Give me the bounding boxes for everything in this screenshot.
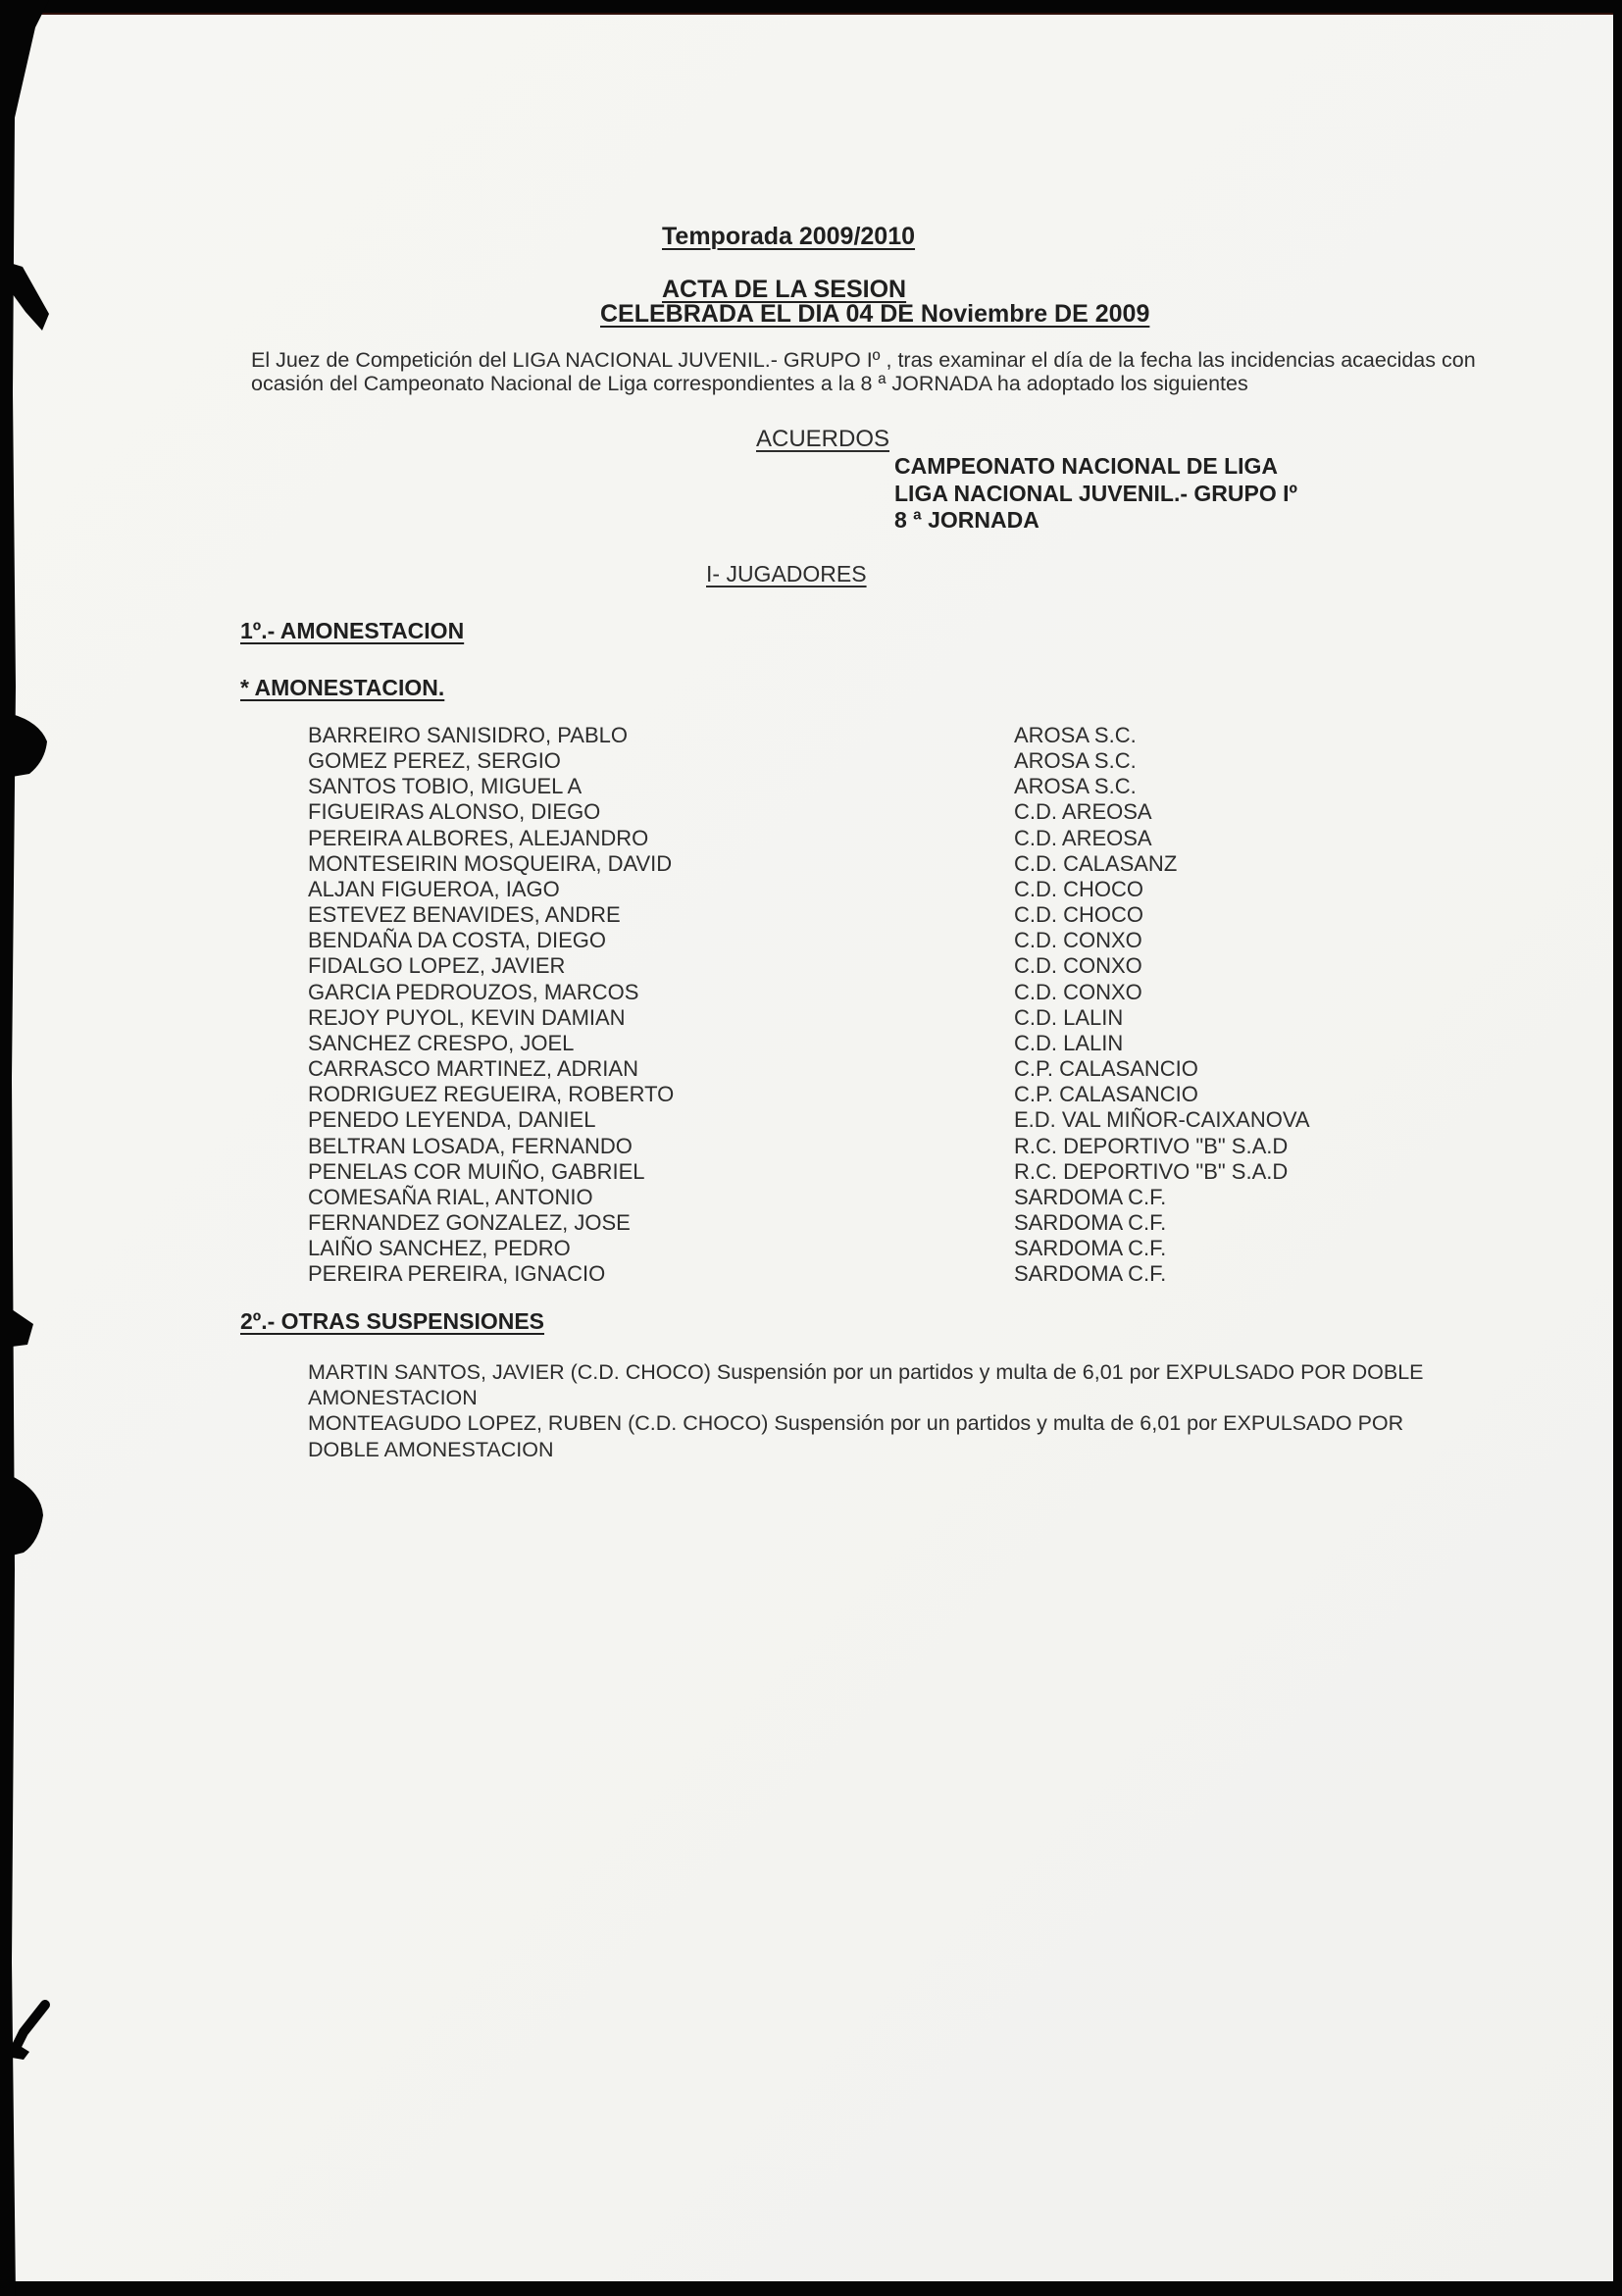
competition-line: LIGA NACIONAL JUVENIL.- GRUPO Iº [894,480,1297,506]
player-row [308,723,1310,748]
player-row [308,877,1310,902]
players-list [308,723,1310,1287]
player-name: FIDALGO LOPEZ, JAVIER [308,953,566,979]
player-row [308,1236,1310,1261]
amonestacion-heading: 1º.- AMONESTACION [240,618,465,643]
competition-block [894,453,1297,535]
player-name: ESTEVEZ BENAVIDES, ANDRE [308,902,621,928]
player-club: SARDOMA C.F. [1014,1209,1167,1235]
player-name: BENDAÑA DA COSTA, DIEGO [308,928,606,953]
competition-line: CAMPEONATO NACIONAL DE LIGA [894,453,1279,479]
player-name: SANTOS TOBIO, MIGUEL A [308,774,583,799]
player-row [308,799,1310,825]
intro-paragraph: El Juez de Competición del LIGA NACIONAL JUVENIL.- GRUPO Iº , tras examinar el día de la fecha las incidencias acaecidas con ocasión del Campeonato Nacional de Liga correspondientes a la 8 ª JORNADA ha adoptado los siguientes [251,348,1476,395]
player-name: PEREIRA PEREIRA, IGNACIO [308,1261,606,1287]
player-club: AROSA S.C. [1014,723,1137,747]
player-name: BELTRAN LOSADA, FERNANDO [308,1133,633,1158]
player-row [308,1031,1310,1056]
player-club: C.D. LALIN [1014,1030,1124,1055]
player-name: FIGUEIRAS ALONSO, DIEGO [308,799,601,825]
player-name: SANCHEZ CRESPO, JOEL [308,1030,575,1055]
player-row [308,851,1310,877]
player-row [308,826,1310,851]
player-club: SARDOMA C.F. [1014,1236,1167,1261]
player-club: C.D. CONXO [1014,979,1142,1004]
player-club: E.D. VAL MIÑOR-CAIXANOVA [1014,1107,1310,1133]
player-row [308,902,1310,928]
player-row [308,1082,1310,1107]
player-club: R.C. DEPORTIVO "B" S.A.D [1014,1133,1289,1158]
player-name: REJOY PUYOL, KEVIN DAMIAN [308,1004,626,1030]
section-jugadores-heading: I- JUGADORES [706,561,867,587]
season-title: Temporada 2009/2010 [662,223,916,250]
suspension-paragraph: MARTIN SANTOS, JAVIER (C.D. CHOCO) Suspensión por un partidos y multa de 6,01 por EXPULSADO POR DOBLE AMONESTACION [308,1360,1424,1410]
player-club: AROSA S.C. [1014,774,1137,799]
player-name: FERNANDEZ GONZALEZ, JOSE [308,1209,631,1235]
player-row [308,1159,1310,1185]
player-name: COMESAÑA RIAL, ANTONIO [308,1184,593,1209]
player-club: C.D. AREOSA [1014,825,1152,850]
player-club: C.P. CALASANCIO [1014,1082,1198,1107]
player-row [308,953,1310,979]
player-club: C.D. CALASANZ [1014,850,1178,876]
player-row [308,1056,1310,1082]
suspension-paragraph: MONTEAGUDO LOPEZ, RUBEN (C.D. CHOCO) Suspensión por un partidos y multa de 6,01 por EXPULSADO POR DOBLE AMONESTACION [308,1411,1404,1461]
scan-border-top [0,0,1622,15]
player-name: RODRIGUEZ REGUEIRA, ROBERTO [308,1082,675,1107]
player-row [308,1107,1310,1133]
player-club: C.D. LALIN [1014,1004,1124,1030]
player-name: PENEDO LEYENDA, DANIEL [308,1107,596,1133]
player-row [308,928,1310,953]
suspensions-list [308,1359,1445,1462]
player-name: BARREIRO SANISIDRO, PABLO [308,723,629,747]
player-row [308,774,1310,799]
player-club: C.D. CHOCO [1014,902,1143,928]
player-club: SARDOMA C.F. [1014,1184,1167,1209]
player-name: CARRASCO MARTINEZ, ADRIAN [308,1056,638,1082]
player-club: C.P. CALASANCIO [1014,1056,1198,1082]
scan-border-left-artifacts [0,0,69,2296]
player-club: AROSA S.C. [1014,748,1137,774]
player-club: C.D. AREOSA [1014,799,1152,825]
player-name: GOMEZ PEREZ, SERGIO [308,748,561,774]
player-row [308,1185,1310,1210]
player-name: PEREIRA ALBORES, ALEJANDRO [308,825,649,850]
player-row [308,1005,1310,1031]
competition-line: 8 ª JORNADA [894,507,1039,533]
scan-border-bottom [0,2281,1622,2296]
amonestacion-subheading: * AMONESTACION. [240,675,445,700]
player-club: R.C. DEPORTIVO "B" S.A.D [1014,1158,1289,1184]
player-row [308,1261,1310,1287]
player-row [308,980,1310,1005]
player-name: ALJAN FIGUEROA, IAGO [308,876,560,901]
player-name: LAIÑO SANCHEZ, PEDRO [308,1236,571,1261]
player-club: C.D. CONXO [1014,953,1142,979]
player-row [308,1134,1310,1159]
player-name: PENELAS COR MUIÑO, GABRIEL [308,1158,645,1184]
session-heading-line1: ACTA DE LA SESION [662,276,907,303]
acuerdos-heading: ACUERDOS [756,426,890,452]
player-club: C.D. CONXO [1014,928,1142,953]
player-row [308,748,1310,774]
scan-border-right [1613,0,1622,2296]
session-heading-line2: CELEBRADA EL DIA 04 DE Noviembre DE 2009 [600,300,1150,328]
player-name: GARCIA PEDROUZOS, MARCOS [308,979,639,1004]
player-name: MONTESEIRIN MOSQUEIRA, DAVID [308,850,673,876]
player-club: C.D. CHOCO [1014,876,1143,901]
player-row [308,1210,1310,1236]
otras-suspensiones-heading: 2º.- OTRAS SUSPENSIONES [240,1308,545,1334]
player-club: SARDOMA C.F. [1014,1261,1167,1287]
